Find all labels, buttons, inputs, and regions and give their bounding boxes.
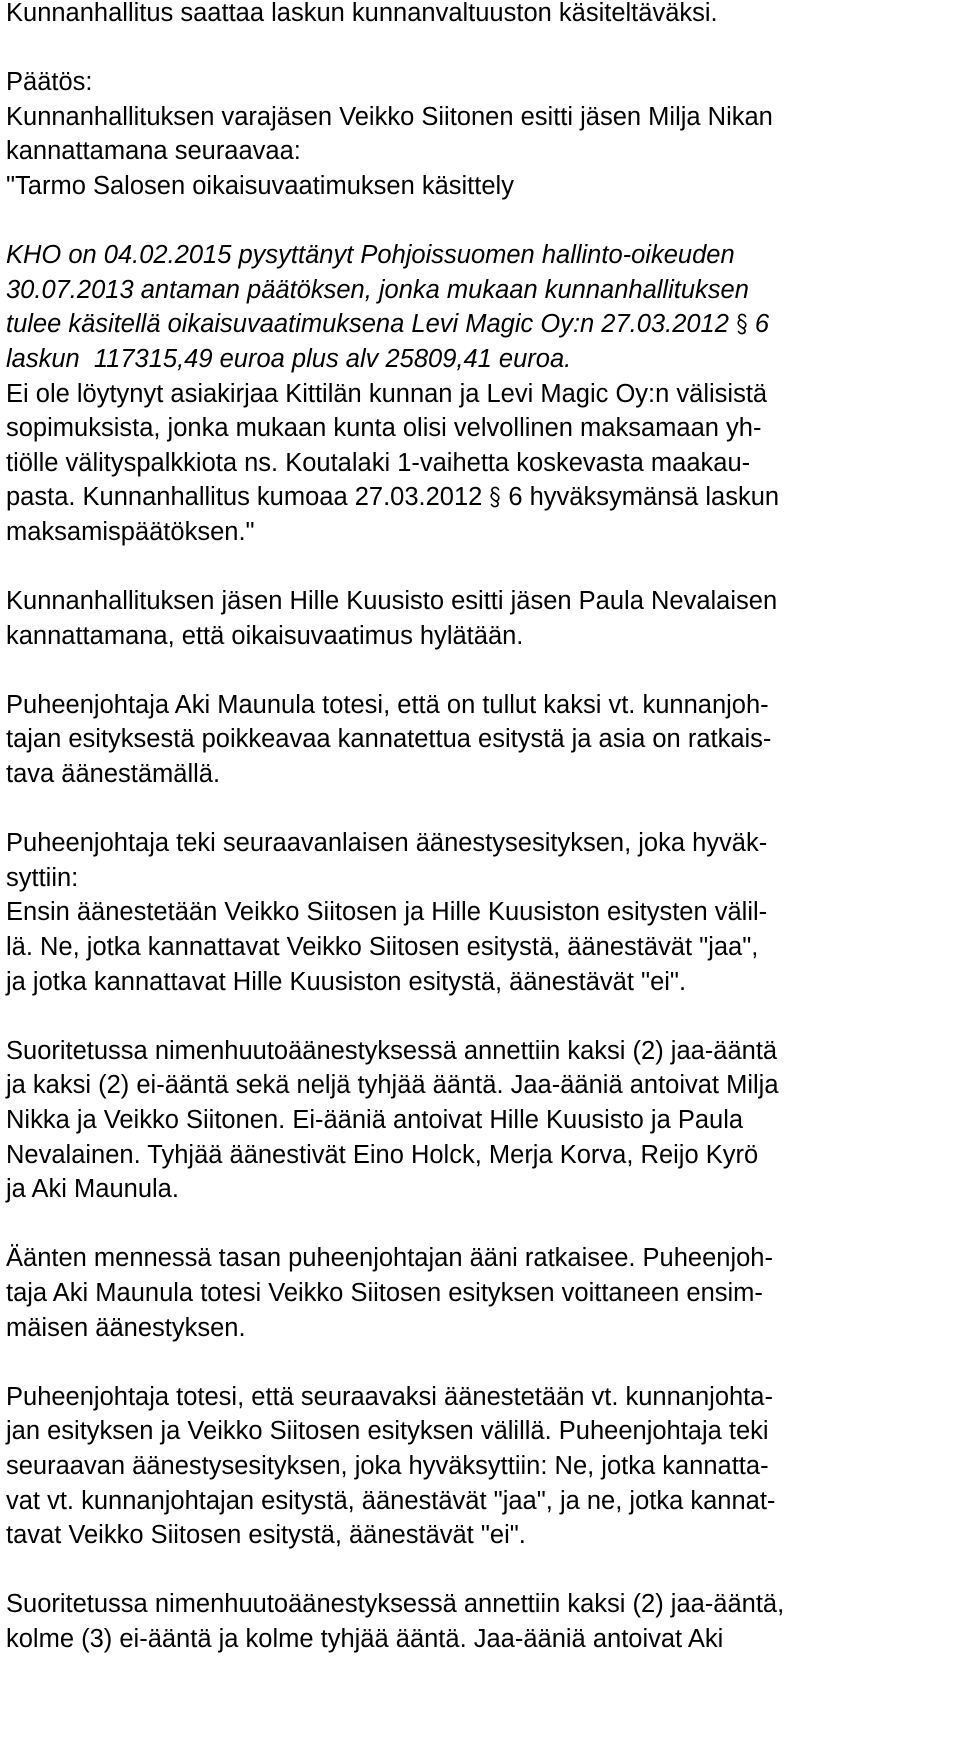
paragraph-second-vote bbox=[6, 1380, 960, 1553]
paragraph-intro bbox=[6, 0, 960, 31]
text-line: Puheenjohtaja Aki Maunula totesi, että on tullut kaksi vt. kunnanjoh- bbox=[6, 690, 769, 719]
text-line: Puheenjohtaja totesi, että seuraavaksi äänestetään vt. kunnanjohta- bbox=[6, 1382, 773, 1411]
text-line: laskun 117315,49 euroa plus alv 25809,41 euroa. bbox=[6, 344, 572, 373]
text-line: 30.07.2013 antaman päätöksen, jonka mukaan kunnanhallituksen bbox=[6, 275, 749, 304]
decision-heading: Päätös: bbox=[6, 68, 93, 97]
text-line: Ensin äänestetään Veikko Siitosen ja Hille Kuusiston esitysten välil- bbox=[6, 898, 768, 927]
text-line: Nevalainen. Tyhjää äänestivät Eino Holck, Merja Korva, Reijo Kyrö bbox=[6, 1140, 759, 1169]
text-line: ja Aki Maunula. bbox=[6, 1175, 179, 1204]
paragraph-voting-proposal bbox=[6, 826, 960, 999]
text-line: sopimuksista, jonka mukaan kunta olisi velvollinen maksamaan yh- bbox=[6, 414, 762, 443]
text-line bbox=[6, 307, 960, 342]
text-line: kannattamana seuraavaa: bbox=[6, 137, 301, 166]
text-line: maksamispäätöksen." bbox=[6, 517, 255, 546]
text-line: "Tarmo Salosen oikaisuvaatimuksen käsittely bbox=[6, 171, 514, 200]
text-fragment: 6 bbox=[754, 310, 770, 339]
text-line: vat vt. kunnanjohtajan esitystä, äänestävät "jaa", ja ne, jotka kannat- bbox=[6, 1486, 776, 1515]
text-line: Kunnanhallituksen jäsen Hille Kuusisto esitti jäsen Paula Nevalaisen bbox=[6, 587, 778, 616]
text-line: ja jotka kannattavat Hille Kuusiston esitystä, äänestävät "ei". bbox=[6, 967, 687, 996]
text-line: ja kaksi (2) ei-ääntä sekä neljä tyhjää ääntä. Jaa-ääniä antoivat Milja bbox=[6, 1071, 779, 1100]
text-line: jan esityksen ja Veikko Siitosen esityksen välillä. Puheenjohtaja teki bbox=[6, 1417, 769, 1446]
text-line: tavat Veikko Siitosen esitystä, äänestävät "ei". bbox=[6, 1521, 526, 1550]
text-line: Ei ole löytynyt asiakirjaa Kittilän kunnan ja Levi Magic Oy:n välisistä bbox=[6, 379, 768, 408]
text-line: Äänten mennessä tasan puheenjohtajan ääni ratkaisee. Puheenjoh- bbox=[6, 1244, 773, 1273]
section-sign-icon bbox=[488, 486, 502, 508]
text-line: lä. Ne, jotka kannattavat Veikko Siitosen esitystä, äänestävät "jaa", bbox=[6, 933, 759, 962]
paragraph-counter-proposal bbox=[6, 584, 960, 653]
paragraph-vote-result-1 bbox=[6, 1034, 960, 1207]
paragraph-decision bbox=[6, 65, 960, 203]
text-line: Puheenjohtaja teki seuraavanlaisen äänestysesityksen, joka hyväk- bbox=[6, 829, 768, 858]
text-line: kolme (3) ei-ääntä ja kolme tyhjää ääntä. Jaa-ääniä antoivat Aki bbox=[6, 1624, 724, 1653]
paragraph-quoted-proposal bbox=[6, 238, 960, 549]
text-line: Suoritetussa nimenhuutoäänestyksessä annettiin kaksi (2) jaa-ääntä, bbox=[6, 1590, 785, 1619]
text-line: Nikka ja Veikko Siitonen. Ei-ääniä antoivat Hille Kuusisto ja Paula bbox=[6, 1106, 744, 1134]
text-line: Kunnanhallitus saattaa laskun kunnanvaltuuston käsiteltäväksi. bbox=[6, 0, 718, 27]
text-line: tajan esityksestä poikkeavaa kannatettua esitystä ja asia on ratkais- bbox=[6, 725, 772, 754]
text-fragment: 6 hyväksymänsä laskun bbox=[508, 483, 780, 512]
paragraph-vote-result-2 bbox=[6, 1587, 960, 1656]
section-sign-icon bbox=[735, 313, 749, 335]
text-line: kannattamana, että oikaisuvaatimus hylätään. bbox=[6, 621, 524, 650]
text-line: seuraavan äänestysesityksen, joka hyväksyttiin: Ne, jotka kannatta- bbox=[6, 1451, 769, 1480]
paragraph-chair-statement bbox=[6, 688, 960, 792]
text-line bbox=[6, 480, 960, 515]
text-fragment: pasta. Kunnanhallitus kumoaa 27.03.2012 bbox=[6, 483, 483, 512]
paragraph-tie-break bbox=[6, 1241, 960, 1345]
text-line: tiölle välityspalkkiota ns. Koutalaki 1-vaihetta koskevasta maakau- bbox=[6, 448, 751, 477]
text-line: taja Aki Maunula totesi Veikko Siitosen esityksen voittaneen ensim- bbox=[6, 1278, 763, 1307]
text-fragment: tulee käsitellä oikaisuvaatimuksena Levi Magic Oy:n 27.03.2012 bbox=[6, 310, 729, 339]
text-line: KHO on 04.02.2015 pysyttänyt Pohjoissuomen hallinto-oikeuden bbox=[6, 241, 735, 270]
text-line: tava äänestämällä. bbox=[6, 760, 221, 789]
text-line: Kunnanhallituksen varajäsen Veikko Siitonen esitti jäsen Milja Nikan bbox=[6, 102, 773, 131]
text-line: syttiin: bbox=[6, 863, 79, 892]
text-line: Suoritetussa nimenhuutoäänestyksessä annettiin kaksi (2) jaa-ääntä bbox=[6, 1036, 778, 1065]
text-line: mäisen äänestyksen. bbox=[6, 1313, 246, 1342]
